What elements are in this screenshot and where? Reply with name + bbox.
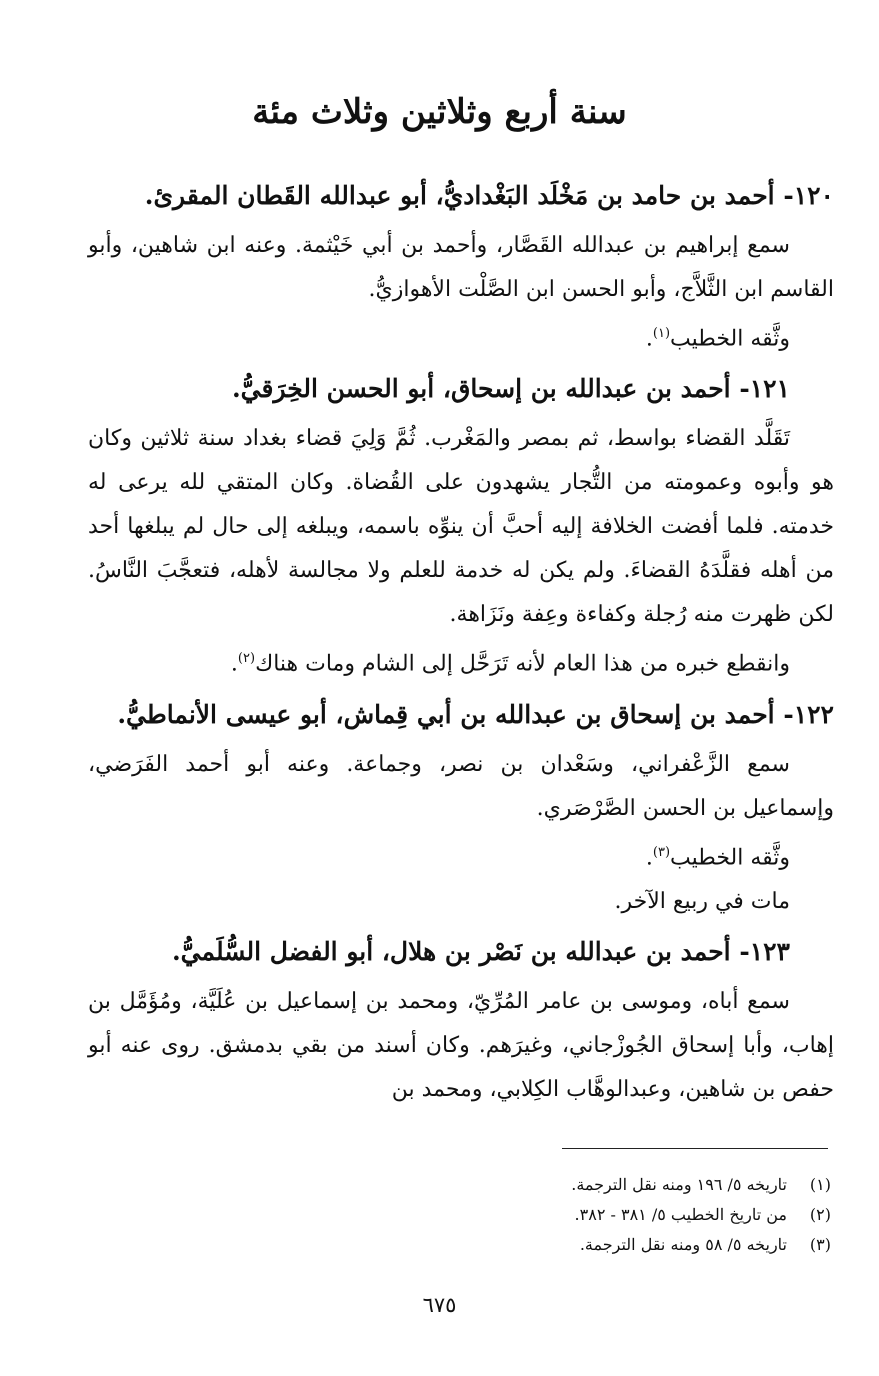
footnote-number: (١) <box>809 1175 831 1194</box>
footnote <box>271 1230 831 1260</box>
footnote-text: تاريخه ٥/ ١٩٦ ومنه نقل الترجمة. <box>571 1175 787 1194</box>
paragraph: وثَّقه الخطيب$^{(٣)}$. <box>645 844 790 870</box>
entry-heading: ١٢٠- أحمد بن حامد بن مَخْلَد البَغْداديُّ، أبو عبدالله القَطان المقرئ. <box>144 181 834 210</box>
paragraph: سمع أباه، وموسى بن عامر المُرِّيّ، ومحمد بن إسماعيل بن عُلَيَّة، ومُؤَمَّل بن إهاب، وأبا إسحاق الجُوزْجاني، وغيرَهم. وكان أسند من بقي بدمشق. روى عنه أبو حفص بن شاهين، وعبدالوهَّاب الكِلابي، ومحمد بن <box>88 988 834 1102</box>
paragraph: سمع إبراهيم بن عبدالله القَصَّار، وأحمد بن أبي خَيْثمة. وعنه ابن شاهين، وأبو القاسم ابن الثَّلاَّج، وأبو الحسن ابن الصَّلْت الأهوازيُّ. <box>88 233 834 302</box>
footnote-marker: (١) <box>652 326 671 341</box>
entry-heading: ١٢٣- أحمد بن عبدالله بن نَصْر بن هلال، أبو الفضل السُّلَميُّ. <box>171 936 790 966</box>
paragraph: وثَّقه الخطيب$^{(١)}$. <box>645 326 790 352</box>
page-title: سنة أربع وثلاثين وثلاث مئة <box>252 92 627 132</box>
paragraph: تَقَلَّد القضاء بواسط، ثم بمصر والمَغْرب. ثُمَّ وَلِيَ قضاء بغداد سنة ثلاثين وكان هو وأبوه وعمومته من التُّجار يشهدون على القُضاة. وكان المتقي لله يرعى له خدمته. فلما أفضت الخلافة إليه أحبَّ أن ينوِّه باسمه، ويبلغه إلى حال لم يبلغها أحد من أهله فقلَّدَهُ القضاءَ. ولم يكن له خدمة للعلم ولا مجالسة لأهله، فتعجَّبَ النَّاسُ. لكن ظهرت منه رُجلة وكفاءة وعِفة ونَزَاهة. <box>88 426 834 628</box>
footnote-divider <box>562 1148 828 1149</box>
page-number: ٦٧٥ <box>422 1293 457 1317</box>
paragraph: سمع الزَّعْفراني، وسَعْدان بن نصر، وجماعة. وعنه أبو أحمد الفَرَضي، وإسماعيل بن الحسن الصَّرْصَري. <box>88 751 834 821</box>
paragraph: مات في ربيع الآخر. <box>614 888 790 914</box>
footnote-marker: (٣) <box>652 844 671 860</box>
footnotes <box>271 1170 831 1260</box>
footnote-number: (٣) <box>809 1235 831 1254</box>
entry-heading: ١٢١- أحمد بن عبدالله بن إسحاق، أبو الحسن الخِرَقيُّ. <box>231 374 790 404</box>
main-text <box>88 168 834 1112</box>
entry-heading: ١٢٢- أحمد بن إسحاق بن عبدالله بن أبي قِماش، أبو عيسى الأنماطيُّ. <box>117 699 834 729</box>
footnote-marker: (٢) <box>237 651 256 667</box>
footnote-text: من تاريخ الخطيب ٥/ ٣٨١ - ٣٨٢. <box>574 1205 787 1224</box>
footnote-number: (٢) <box>809 1205 831 1224</box>
footnote-text: تاريخه ٥/ ٥٨ ومنه نقل الترجمة. <box>579 1235 787 1254</box>
footnote <box>271 1200 831 1230</box>
paragraph: وانقطع خبره من هذا العام لأنه تَرَحَّل إلى الشام ومات هناك$^{(٢)}$. <box>230 651 790 677</box>
footnote <box>271 1170 831 1200</box>
